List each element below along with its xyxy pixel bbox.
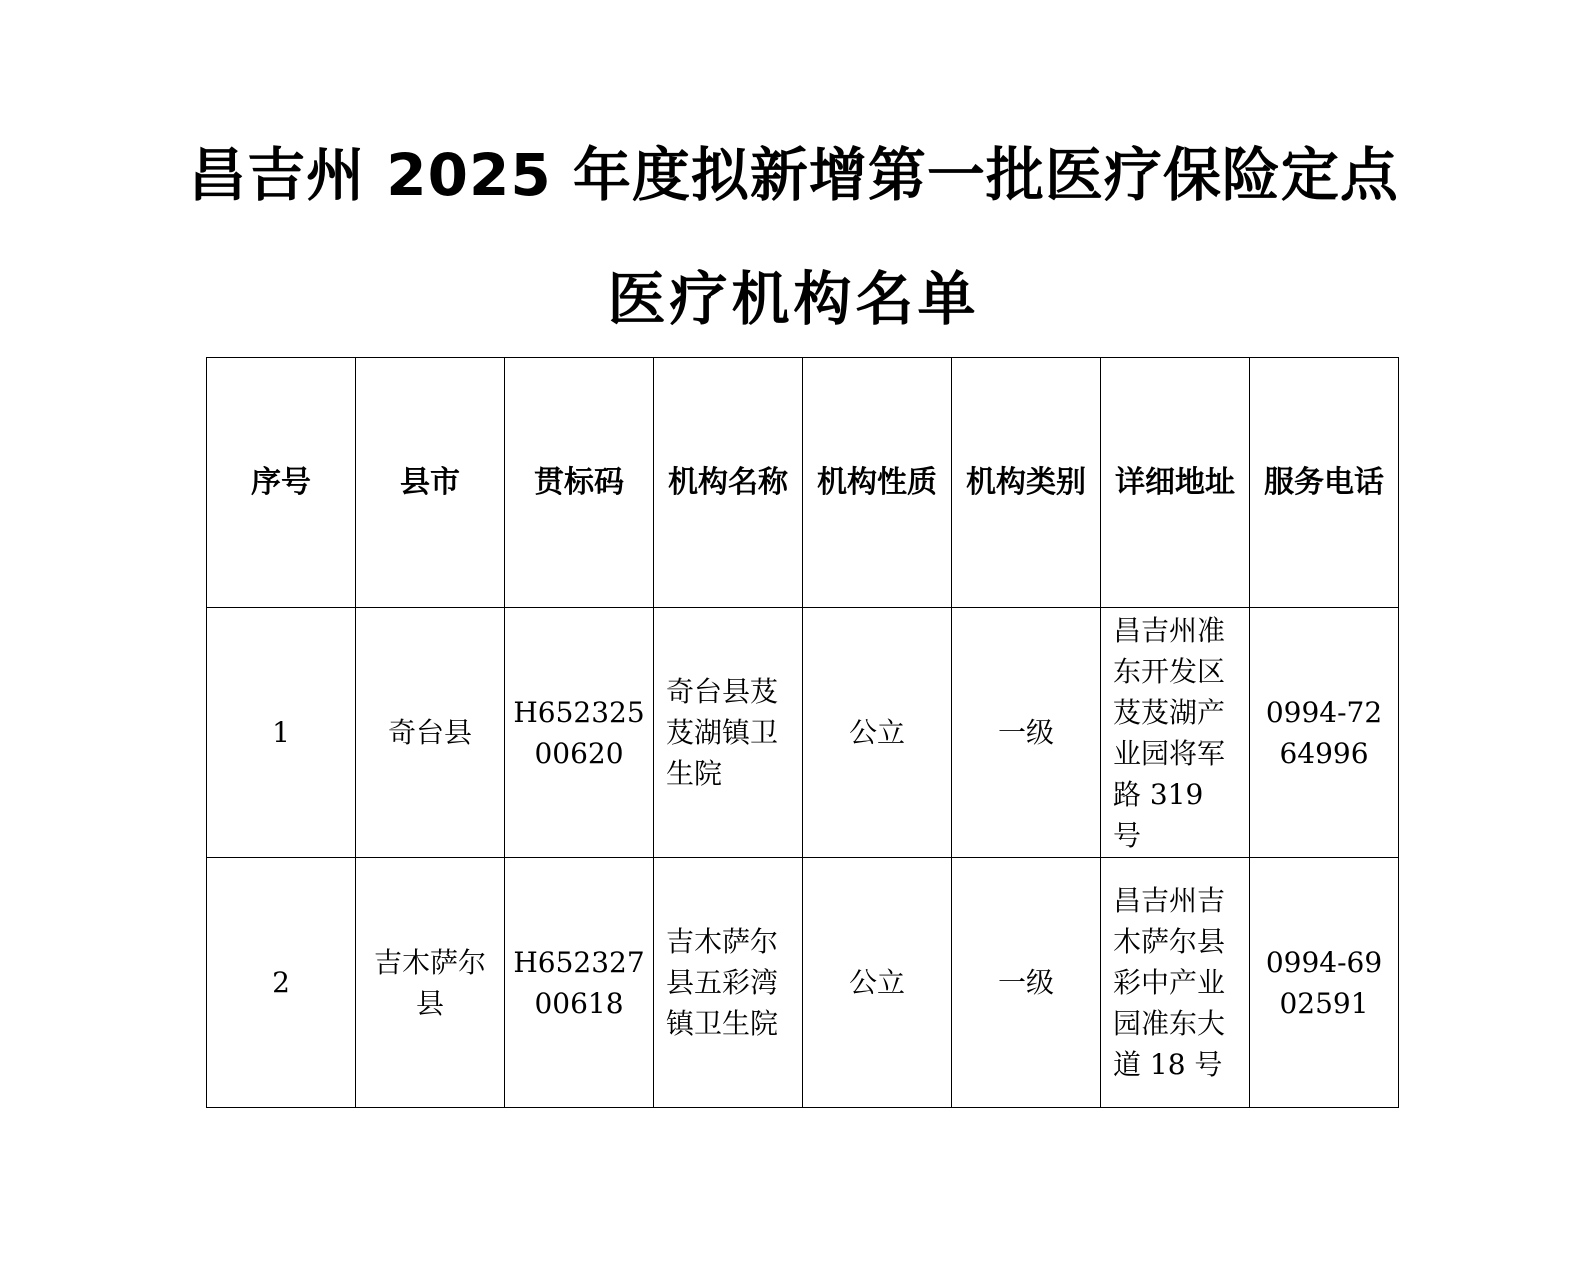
cell-county: 吉木萨尔县 [356, 858, 505, 1108]
header-phone: 服务电话 [1250, 358, 1399, 608]
table-header-row [207, 358, 1399, 608]
cell-county: 奇台县 [356, 608, 505, 858]
cell-code: H65232500620 [505, 608, 654, 858]
institution-table [206, 357, 1399, 1108]
cell-category: 一级 [952, 858, 1101, 1108]
table-row [207, 608, 1399, 858]
header-address: 详细地址 [1101, 358, 1250, 608]
document-title-line-1: 昌吉州 2025 年度拟新增第一批医疗保险定点 [188, 141, 1399, 209]
cell-phone: 0994-6902591 [1250, 858, 1399, 1108]
header-name: 机构名称 [654, 358, 803, 608]
cell-nature: 公立 [803, 608, 952, 858]
cell-index: 2 [207, 858, 356, 1108]
cell-name: 吉木萨尔县五彩湾镇卫生院 [654, 858, 803, 1108]
cell-nature: 公立 [803, 858, 952, 1108]
table-row [207, 858, 1399, 1108]
cell-address: 昌吉州准东开发区芨芨湖产业园将军路 319 号 [1101, 608, 1250, 858]
header-code: 贯标码 [505, 358, 654, 608]
cell-code: H65232700618 [505, 858, 654, 1108]
cell-address: 昌吉州吉木萨尔县彩中产业园准东大道 18 号 [1101, 858, 1250, 1108]
header-nature: 机构性质 [803, 358, 952, 608]
cell-index: 1 [207, 608, 356, 858]
cell-category: 一级 [952, 608, 1101, 858]
cell-name: 奇台县芨芨湖镇卫生院 [654, 608, 803, 858]
header-county: 县市 [356, 358, 505, 608]
document-title-line-2: 医疗机构名单 [607, 265, 980, 333]
cell-phone: 0994-7264996 [1250, 608, 1399, 858]
header-index: 序号 [207, 358, 356, 608]
header-category: 机构类别 [952, 358, 1101, 608]
